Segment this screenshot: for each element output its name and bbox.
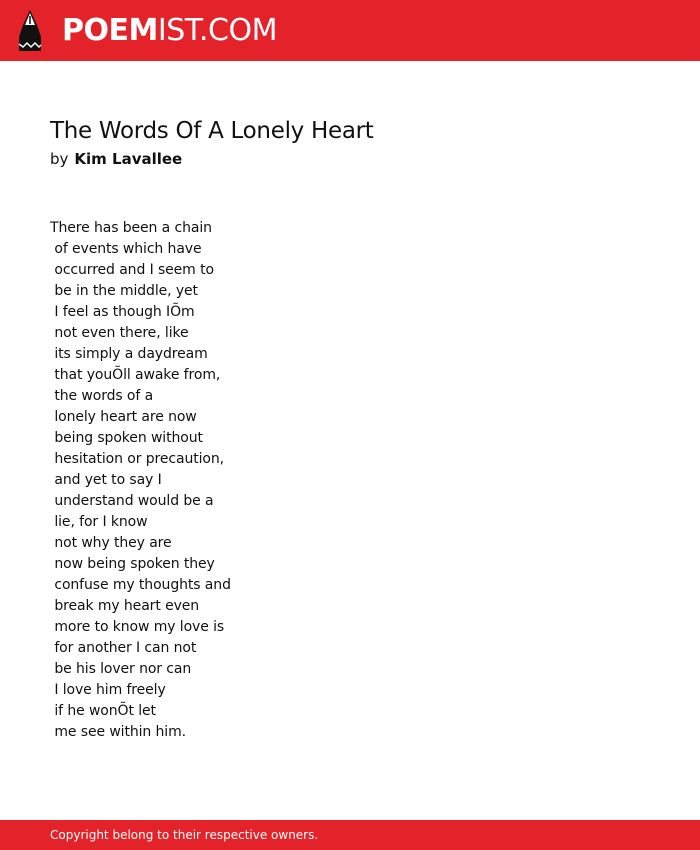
poem-line: more to know my love is — [50, 619, 225, 635]
poem-line: if he wonÕt let — [50, 703, 156, 719]
poem-line: of events which have — [50, 241, 202, 257]
poem-line: not why they are — [50, 535, 172, 551]
poem-line: now being spoken they — [50, 556, 215, 572]
poem-line: being spoken without — [50, 430, 203, 446]
site-logo-text[interactable] — [62, 13, 277, 49]
poem-line: be his lover nor can — [50, 661, 192, 677]
poem-line: lie, for I know — [50, 514, 148, 530]
poem-line: hesitation or precaution, — [50, 451, 224, 467]
author-name: Kim Lavallee — [74, 150, 183, 168]
poem-line: for another I can not — [50, 640, 197, 656]
poem-line: I love him freely — [50, 682, 166, 698]
poem-line: that youÕll awake from, — [50, 367, 221, 383]
poem-line: me see within him. — [50, 724, 186, 740]
poem-body — [50, 218, 350, 743]
poem-line: occurred and I seem to — [50, 262, 214, 278]
poem-line: lonely heart are now — [50, 409, 197, 425]
poem-line: There has been a chain — [50, 220, 212, 236]
poem-line: confuse my thoughts and — [50, 577, 231, 593]
site-footer — [0, 820, 700, 850]
poem-line: not even there, like — [50, 325, 189, 341]
brand-bold-text: POEM — [62, 13, 158, 48]
pen-nib-icon[interactable] — [17, 9, 43, 52]
brand-light-text: IST.COM — [157, 13, 277, 48]
byline — [50, 148, 182, 170]
poem-line: understand would be a — [50, 493, 214, 509]
poem-line: the words of a — [50, 388, 154, 404]
poem-line: I feel as though IÕm — [50, 304, 195, 320]
poem-line: its simply a daydream — [50, 346, 208, 362]
by-label: by — [50, 150, 69, 168]
poem-line: be in the middle, yet — [50, 283, 198, 299]
poem-line: and yet to say I — [50, 472, 162, 488]
poem-title: The Words Of A Lonely Heart — [50, 118, 374, 144]
copyright-text: Copyright belong to their respective owners. — [50, 828, 319, 842]
site-header — [0, 0, 700, 61]
poem-line: break my heart even — [50, 598, 200, 614]
